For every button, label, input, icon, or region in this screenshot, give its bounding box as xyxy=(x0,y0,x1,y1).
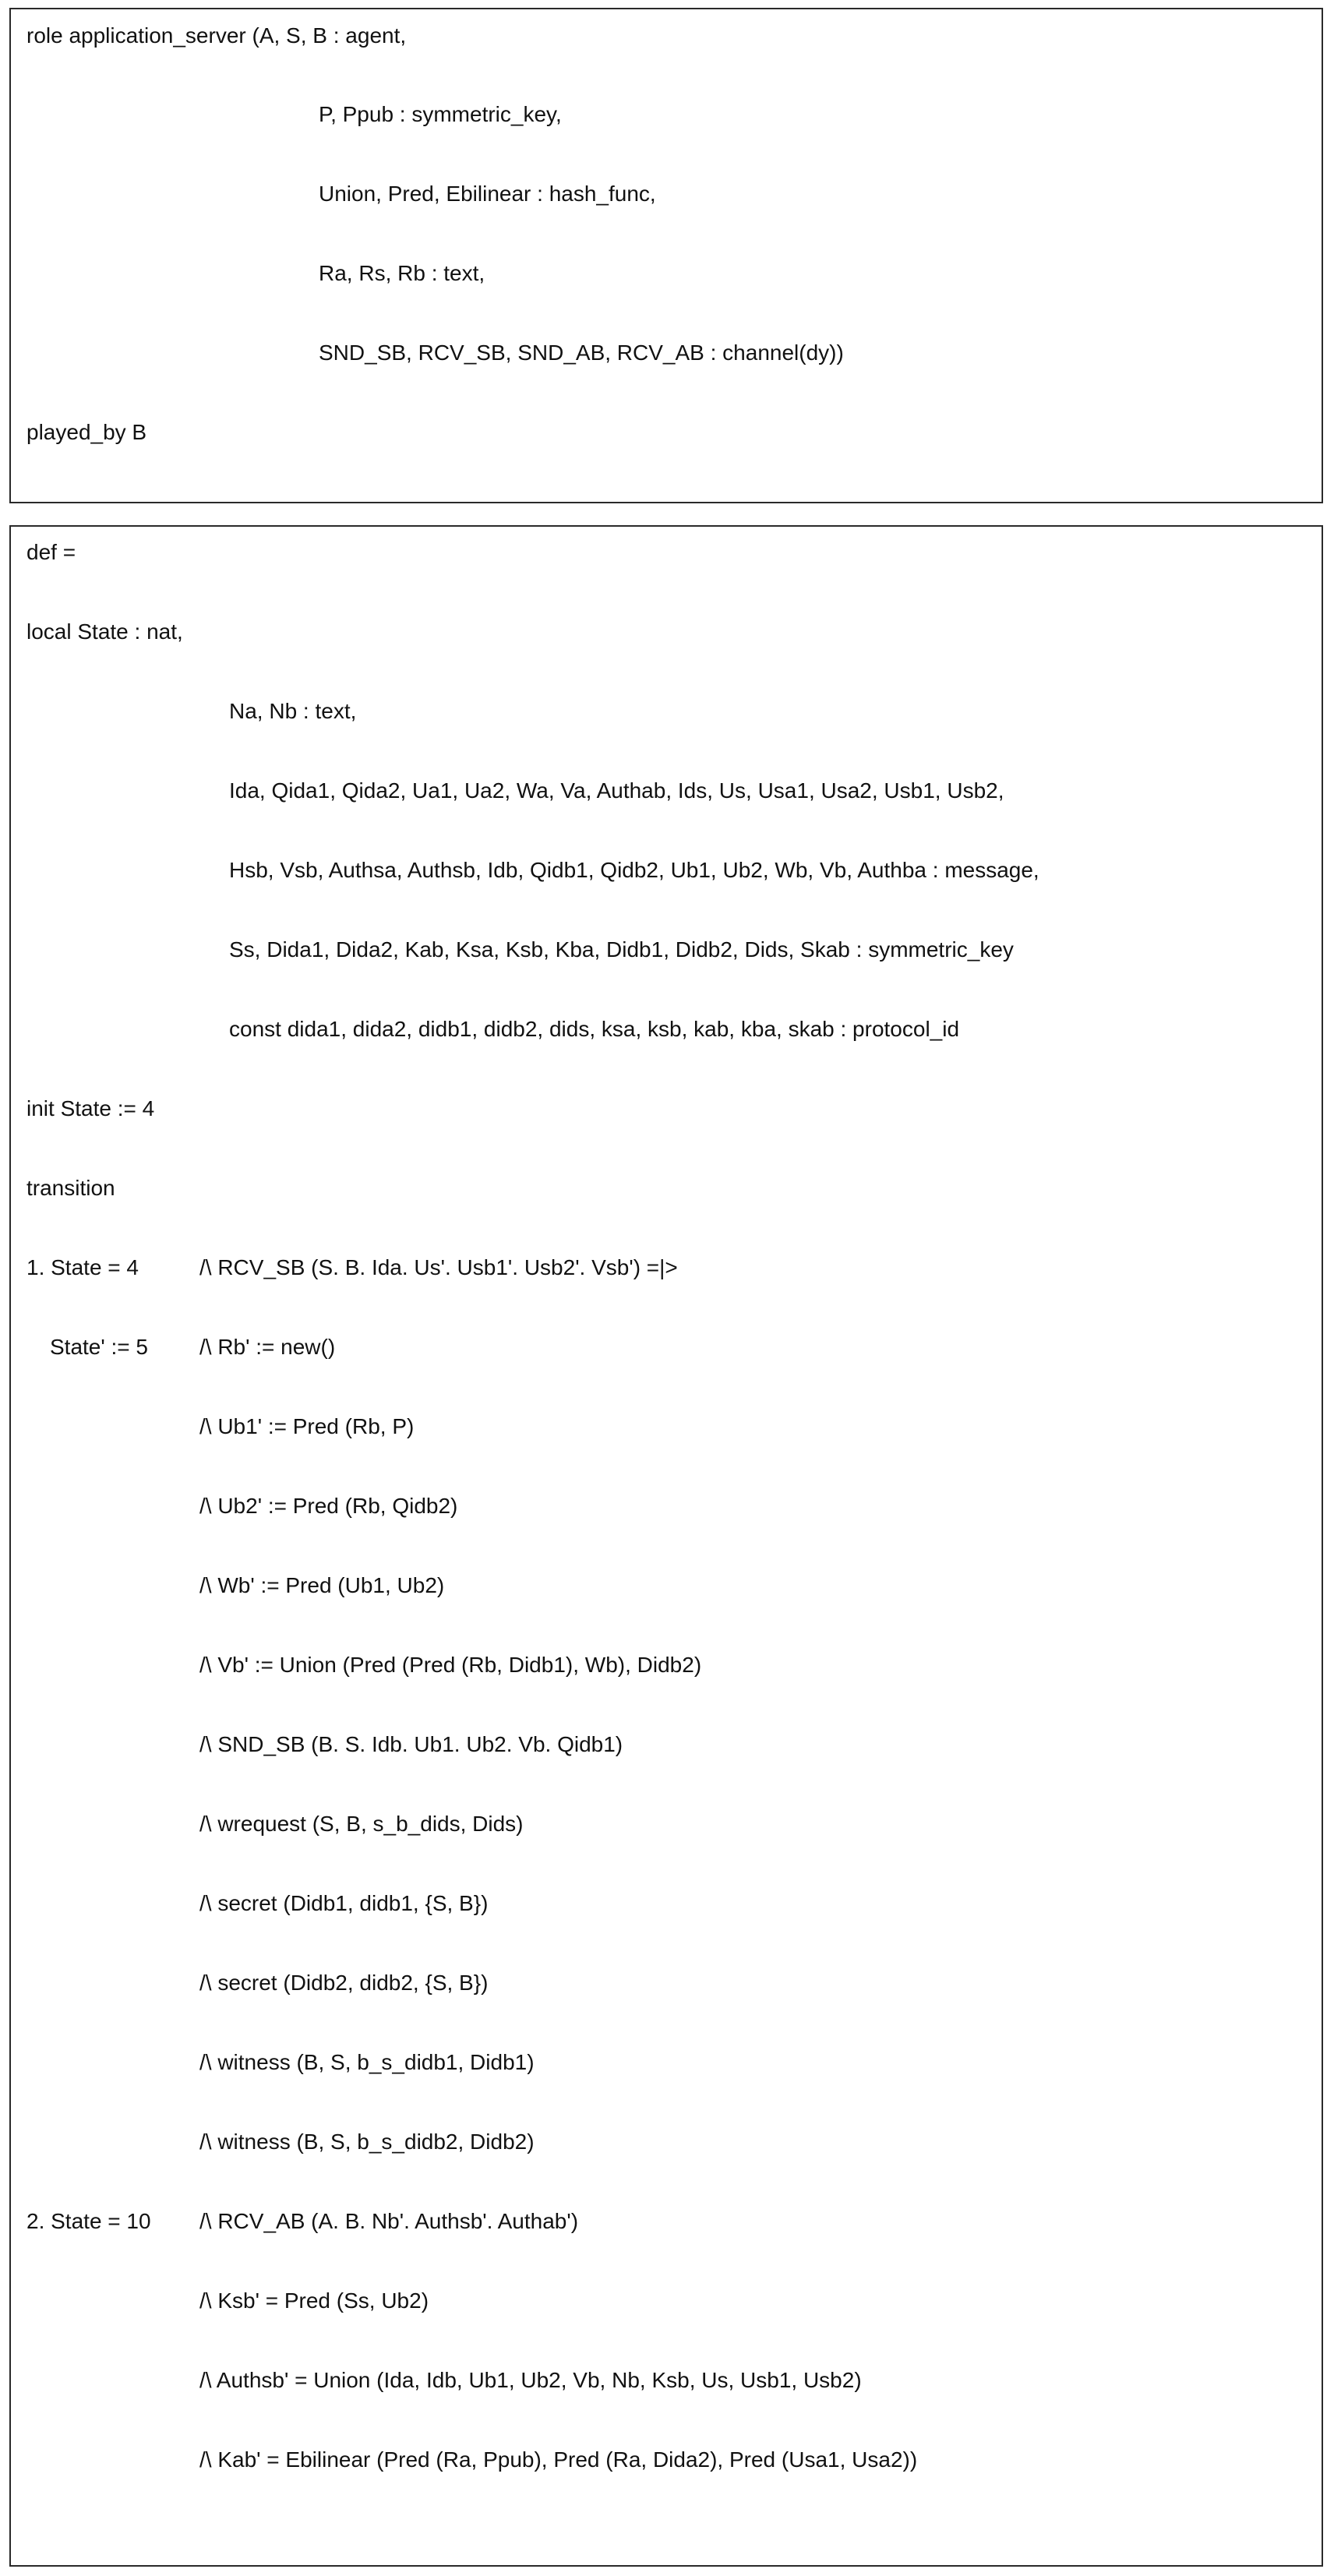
transition-1-line-8: /\ wrequest (S, B, s_b_dids, Dids) xyxy=(199,1812,524,1836)
transition-2-line-2: /\ Ksb' = Pred (Ss, Ub2) xyxy=(199,2288,429,2313)
def-line-6: Ss, Dida1, Dida2, Kab, Ksa, Ksb, Kba, Didb1, Didb2, Dids, Skab : symmetric_key xyxy=(229,937,1014,962)
transition-1-line-11: /\ witness (B, S, b_s_didb1, Didb1) xyxy=(199,2050,535,2074)
transition-2-label: 2. State = 10 xyxy=(26,2209,151,2233)
def-line-3: Na, Nb : text, xyxy=(229,699,357,723)
def-line-7: const dida1, dida2, didb1, didb2, dids, ksa, ksb, kab, kba, skab : protocol_id xyxy=(229,1017,960,1041)
def-line-4: Ida, Qida1, Qida2, Ua1, Ua2, Wa, Va, Authab, Ids, Us, Usa1, Usa2, Usb1, Usb2, xyxy=(229,778,1004,803)
transition-2-line-4: /\ Kab' = Ebilinear (Pred (Ra, Ppub), Pred (Ra, Dida2), Pred (Usa1, Usa2)) xyxy=(199,2447,918,2472)
transition-1-line-10: /\ secret (Didb2, didb2, {S, B}) xyxy=(199,1971,489,1995)
transition-1-label: 1. State = 4 xyxy=(26,1255,139,1279)
role-line-1: role application_server (A, S, B : agent, xyxy=(26,23,407,48)
def-line-8: init State := 4 xyxy=(26,1096,155,1120)
transition-1-state-label: State' := 5 xyxy=(50,1335,148,1359)
role-line-6: played_by B xyxy=(26,420,147,444)
transition-1-line-5: /\ Wb' := Pred (Ub1, Ub2) xyxy=(199,1573,445,1597)
role-line-2: P, Ppub : symmetric_key, xyxy=(319,102,562,126)
transition-1-line-6: /\ Vb' := Union (Pred (Pred (Rb, Didb1), Wb), Didb2) xyxy=(199,1653,702,1677)
def-line-1: def = xyxy=(26,540,76,564)
transition-1-line-7: /\ SND_SB (B. S. Idb. Ub1. Ub2. Vb. Qidb1) xyxy=(199,1732,623,1756)
transition-2-line-3: /\ Authsb' = Union (Ida, Idb, Ub1, Ub2, Vb, Nb, Ksb, Us, Usb1, Usb2) xyxy=(199,2368,862,2392)
role-declaration-box xyxy=(9,8,1323,503)
def-line-5: Hsb, Vsb, Authsa, Authsb, Idb, Qidb1, Qidb2, Ub1, Ub2, Wb, Vb, Authba : message, xyxy=(229,858,1039,882)
transition-1-line-12: /\ witness (B, S, b_s_didb2, Didb2) xyxy=(199,2130,535,2154)
transition-1-line-9: /\ secret (Didb1, didb1, {S, B}) xyxy=(199,1891,489,1915)
def-line-2: local State : nat, xyxy=(26,619,183,644)
transition-1-line-4: /\ Ub2' := Pred (Rb, Qidb2) xyxy=(199,1494,458,1518)
role-line-5: SND_SB, RCV_SB, SND_AB, RCV_AB : channel(dy)) xyxy=(319,341,844,365)
transition-1-line-2: /\ Rb' := new() xyxy=(199,1335,336,1359)
role-line-3: Union, Pred, Ebilinear : hash_func, xyxy=(319,182,656,206)
transition-2-line-1: /\ RCV_AB (A. B. Nb'. Authsb'. Authab') xyxy=(199,2209,579,2233)
transition-1-line-3: /\ Ub1' := Pred (Rb, P) xyxy=(199,1414,415,1438)
transition-1-line-1: /\ RCV_SB (S. B. Ida. Us'. Usb1'. Usb2'. Vsb') =|> xyxy=(199,1255,678,1279)
role-line-4: Ra, Rs, Rb : text, xyxy=(319,261,485,285)
definition-box xyxy=(9,525,1323,2567)
def-line-9: transition xyxy=(26,1176,115,1200)
